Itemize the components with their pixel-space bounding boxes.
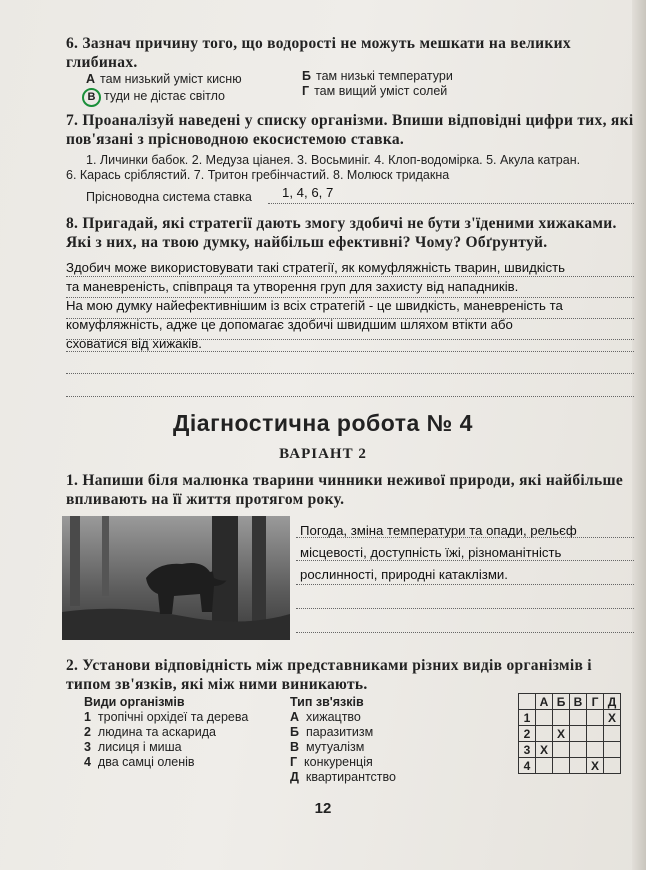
grid-row: [519, 726, 621, 742]
grid-col-header: Г: [587, 694, 604, 710]
answer-line: [66, 396, 634, 397]
answer-line-text: сховатися від хижаків.: [66, 336, 202, 351]
grid-cell[interactable]: [587, 726, 604, 742]
variant-label: ВАРІАНТ 2: [279, 446, 367, 462]
option-text: там вищий уміст солей: [314, 84, 448, 98]
q7-answer-label: Прісноводна система ставка: [86, 190, 252, 204]
item-number: 2: [84, 725, 91, 739]
item-text: конкуренція: [304, 755, 373, 769]
grid-cell[interactable]: [587, 742, 604, 758]
grid-row-header: 1: [519, 710, 536, 726]
grid-cell[interactable]: X: [553, 726, 570, 742]
answer-line-text: місцевості, доступність їжі, різноманітність: [300, 545, 562, 560]
q1-answer-text[interactable]: [300, 520, 630, 586]
item-letter: Б: [290, 725, 299, 739]
grid-cell[interactable]: [604, 742, 621, 758]
option-letter: Г: [302, 84, 310, 98]
grid-col-header: Д: [604, 694, 621, 710]
item-number: 4: [84, 755, 91, 769]
answer-line-text: Погода, зміна температури та опади, рельєф: [300, 523, 577, 538]
q6-option-a[interactable]: [86, 72, 242, 86]
question-6: 6. Зазнач причину того, що водорості не можуть мешкати на великих глибинах.: [66, 35, 571, 71]
q7-answer-field[interactable]: 1, 4, 6, 7: [282, 185, 334, 200]
right-item: [290, 725, 373, 739]
left-item: [84, 740, 182, 754]
grid-cell[interactable]: [553, 710, 570, 726]
grid-row-header: 4: [519, 758, 536, 774]
question-1: 1. Напиши біля малюнка тварини чинники неживої природи, які найбільше впливають на її життя протягом року.: [66, 472, 624, 508]
item-text: лисиця і миша: [97, 740, 182, 754]
left-item: [84, 755, 195, 769]
right-item: [290, 710, 361, 724]
bear-illustration: [62, 516, 290, 640]
grid-cell[interactable]: [570, 742, 587, 758]
item-number: 1: [84, 710, 91, 724]
item-text: тропічні орхідеї та дерева: [97, 710, 249, 724]
question-2: 2. Установи відповідність між представниками різних видів організмів і типом зв'язків, які між ними виникають.: [66, 657, 592, 693]
item-letter: Г: [290, 755, 298, 769]
grid-col-header: Б: [553, 694, 570, 710]
answer-line-text: та маневреність, співпраця та утворення груп для захисту від нападників.: [66, 279, 519, 294]
brown-bear-photo: [62, 516, 290, 640]
grid-cell[interactable]: [553, 742, 570, 758]
answer-line-text: Здобич може використовувати такі стратегії, як комуфляжність тварин, швидкість: [66, 260, 565, 275]
page-number: 12: [314, 800, 332, 817]
option-letter: Б: [302, 69, 311, 83]
option-text: там низькі температури: [315, 69, 453, 83]
grid-cell[interactable]: [570, 710, 587, 726]
right-item: [290, 755, 373, 769]
grid-cell[interactable]: X: [604, 710, 621, 726]
item-text: два самці оленів: [97, 755, 195, 769]
answer-line-text: комуфляжність, адже це допомагає здобичі швидшим шляхом втікти або: [66, 317, 513, 332]
answer-line-text: рослинності, природні катаклізми.: [300, 567, 508, 582]
q7-list-line-1: 1. Личинки бабок. 2. Медуза ціанея. 3. Восьминіг. 4. Клоп-водомірка. 5. Акула катран.: [86, 153, 581, 167]
question-7: 7. Проаналізуй наведені у списку організми. Впиши відповідні цифри тих, які пов'язані з прісноводною екосистемою ставка.: [66, 112, 634, 148]
grid-cell[interactable]: [587, 710, 604, 726]
q6-option-d[interactable]: [302, 84, 447, 98]
answer-line: [296, 632, 634, 633]
grid-row: [519, 710, 621, 726]
answer-line: [296, 608, 634, 609]
grid-col-header: А: [536, 694, 553, 710]
q6-option-c-selected[interactable]: [82, 88, 225, 107]
grid-cell[interactable]: X: [587, 758, 604, 774]
q7-list-line-2: 6. Карась сріблястий. 7. Тритон гребінчастий. 8. Молюск тридакна: [66, 168, 450, 182]
grid-cell[interactable]: [536, 726, 553, 742]
option-text: там низький уміст кисню: [100, 72, 242, 86]
grid-col-header: В: [570, 694, 587, 710]
item-letter: Д: [290, 770, 299, 784]
grid-cell[interactable]: [553, 758, 570, 774]
grid-row-header: 3: [519, 742, 536, 758]
item-number: 3: [84, 740, 91, 754]
answer-line: [268, 203, 634, 204]
grid-cell[interactable]: X: [536, 742, 553, 758]
grid-row-header: 2: [519, 726, 536, 742]
q6-option-b[interactable]: [302, 69, 453, 83]
item-text: квартирантство: [305, 770, 396, 784]
item-text: людина та аскарида: [97, 725, 216, 739]
right-column-header: Тип зв'язків: [290, 695, 364, 709]
grid-cell[interactable]: [536, 758, 553, 774]
answer-line-text: На мою думку найефективнішим із всіх стратегій - це швидкість, маневреність та: [66, 298, 563, 313]
item-letter: В: [290, 740, 300, 754]
item-text: хижацтво: [305, 710, 361, 724]
left-item: [84, 725, 216, 739]
section-title: Діагностична робота № 4: [173, 410, 473, 436]
answer-line: [66, 373, 634, 374]
grid-cell[interactable]: [604, 758, 621, 774]
selected-answer-circle: В: [82, 88, 101, 107]
grid-cell[interactable]: [604, 726, 621, 742]
grid-corner: [519, 694, 536, 710]
item-letter: А: [290, 710, 300, 724]
option-letter: А: [86, 72, 96, 86]
item-text: мутуалізм: [305, 740, 365, 754]
right-item: [290, 770, 396, 784]
grid-cell[interactable]: [570, 726, 587, 742]
q8-answer-text[interactable]: [66, 258, 636, 353]
grid-row: [519, 742, 621, 758]
answer-grid: [518, 693, 621, 774]
grid-row: [519, 758, 621, 774]
question-8: 8. Пригадай, які стратегії дають змогу здобичі не бути з'їденими хижаками. Які з них, на твою думку, найбільш ефективні? Чому? Обґрунтуй.: [66, 215, 617, 251]
grid-cell[interactable]: [536, 710, 553, 726]
grid-header-row: [519, 694, 621, 710]
grid-cell[interactable]: [570, 758, 587, 774]
option-text: туди не дістає світло: [104, 89, 225, 103]
right-item: [290, 740, 364, 754]
left-item: [84, 710, 248, 724]
item-text: паразитизм: [305, 725, 374, 739]
left-column-header: Види організмів: [84, 695, 185, 709]
